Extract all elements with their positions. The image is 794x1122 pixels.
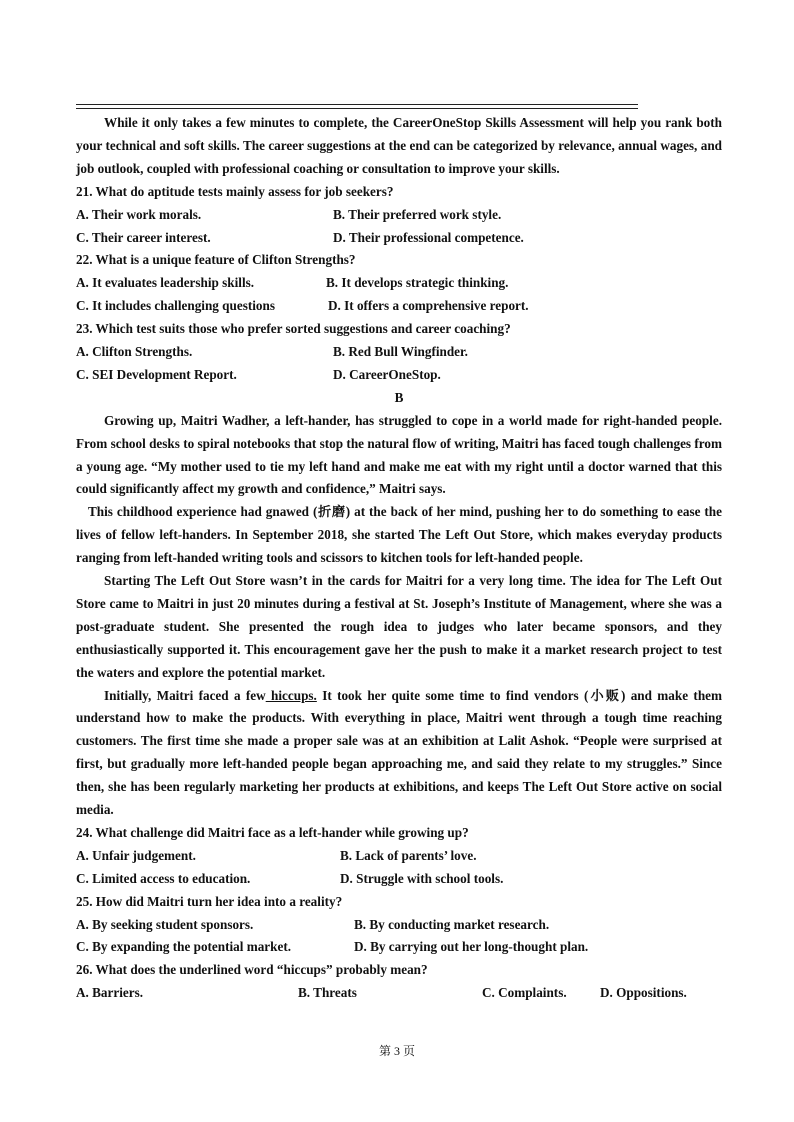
question-21: 21. What do aptitude tests mainly assess for job seekers? (76, 183, 394, 199)
page-content (76, 112, 722, 1005)
q25-options-row1 (76, 914, 722, 937)
q22-options-row1 (76, 272, 722, 295)
question-22: 22. What is a unique feature of Clifton Strengths? (76, 252, 356, 268)
q24-options-row2 (76, 868, 722, 891)
header-rule-top (76, 104, 638, 105)
q25-option-d: D. By carrying out her long-thought plan. (354, 939, 589, 955)
header-rule-bottom (76, 108, 638, 109)
passage-b-paragraph-4 (76, 685, 722, 822)
q22-options-row2 (76, 295, 722, 318)
q21-options-row2 (76, 227, 722, 250)
question-26: 26. What does the underlined word “hiccups” probably mean? (76, 962, 428, 978)
page-number: 第 3 页 (378, 1044, 415, 1058)
q23-options-row2 (76, 364, 722, 387)
q21-option-c: C. Their career interest. (76, 229, 211, 245)
q26-options-row (76, 982, 722, 1005)
passage-a-ending: While it only takes a few minutes to complete, the CareerOneStop Skills Assessment will help you rank both your technical and soft skills. The career suggestions at the end can be categorized by relevance, annual wages, and job outlook, coupled with professional coaching or consultation to improve your skills. (76, 115, 722, 176)
q25-option-c: C. By expanding the potential market. (76, 939, 292, 955)
section-heading-b: B (394, 389, 404, 405)
q23-options-row1 (76, 341, 722, 364)
q25-options-row2 (76, 936, 722, 959)
q21-option-b: B. Their preferred work style. (333, 206, 502, 222)
q26-option-c: C. Complaints. (482, 985, 567, 1001)
q26-option-a: A. Barriers. (76, 985, 144, 1001)
q24-option-a: A. Unfair judgement. (76, 847, 196, 863)
para4-text-after: It took her quite some time to find vendors (小贩) and make them understand how to make the products. With everything in place, Maitri went through a tough time reaching customers. The first time she made a proper sale was at an exhibition at Lalit Ashok. “People were surprised at first, but gradually more left-handed people began approaching me, and said they relate to my struggles.” Since then, she has been regularly marketing her products at exhibitions, and keeps The Left Out Store active on social media. (76, 687, 722, 818)
q21-option-a: A. Their work morals. (76, 206, 202, 222)
q21-options-row1 (76, 204, 722, 227)
question-25: 25. How did Maitri turn her idea into a reality? (76, 893, 343, 909)
q23-option-d: D. CareerOneStop. (333, 366, 441, 382)
q26-option-d: D. Oppositions. (600, 985, 687, 1001)
underlined-word-hiccups: hiccups. (265, 687, 317, 703)
question-24: 24. What challenge did Maitri face as a left-hander while growing up? (76, 825, 469, 840)
q22-option-c: C. It includes challenging questions (76, 298, 275, 314)
q23-option-c: C. SEI Development Report. (76, 366, 237, 382)
q24-option-d: D. Struggle with school tools. (340, 870, 504, 886)
q26-option-b: B. Threats (298, 985, 357, 1001)
q25-option-a: A. By seeking student sponsors. (76, 916, 254, 932)
q24-option-b: B. Lack of parents’ love. (340, 847, 477, 863)
q25-option-b: B. By conducting market research. (354, 916, 550, 932)
q21-option-d: D. Their professional competence. (333, 229, 524, 245)
para4-text-before: Initially, Maitri faced a few (104, 687, 266, 703)
passage-b-paragraph-3: Starting The Left Out Store wasn’t in the cards for Maitri for a very long time. The idea for The Left Out Store came to Maitri in just 20 minutes during a festival at St. Joseph’s Institute of Management, where she was a post-graduate student. She presented the rough idea to judges who later became sponsors, and they enthusiastically supported it. This encouragement gave her the push to make it a market research project to test the waters and explore the potential market. (76, 573, 722, 680)
q22-option-a: A. It evaluates leadership skills. (76, 275, 255, 291)
q23-option-b: B. Red Bull Wingfinder. (333, 344, 468, 359)
question-23: 23. Which test suits those who prefer sorted suggestions and career coaching? (76, 321, 511, 337)
passage-b-paragraph-2: This childhood experience had gnawed (折磨) at the back of her mind, pushing her to do something to ease the lives of fellow left-handers. In September 2018, she started The Left Out Store, which makes everyday products ranging from left-handed writing tools and scissors to kitchen tools for left-handed people. (76, 504, 722, 566)
q24-options-row1 (76, 845, 722, 868)
passage-b-paragraph-1: Growing up, Maitri Wadher, a left-hander, has struggled to cope in a world made for right-handed people. From school desks to spiral notebooks that stop the natural flow of writing, Maitri has faced tough challenges from a young age. “My mother used to tie my left hand and make me eat with my right until a doctor warned that this could significantly affect my growth and confidence,” Maitri says. (76, 412, 722, 497)
q23-option-a: A. Clifton Strengths. (76, 344, 193, 359)
q22-option-b: B. It develops strategic thinking. (326, 275, 509, 291)
q24-option-c: C. Limited access to education. (76, 870, 251, 886)
q22-option-d: D. It offers a comprehensive report. (328, 298, 529, 314)
